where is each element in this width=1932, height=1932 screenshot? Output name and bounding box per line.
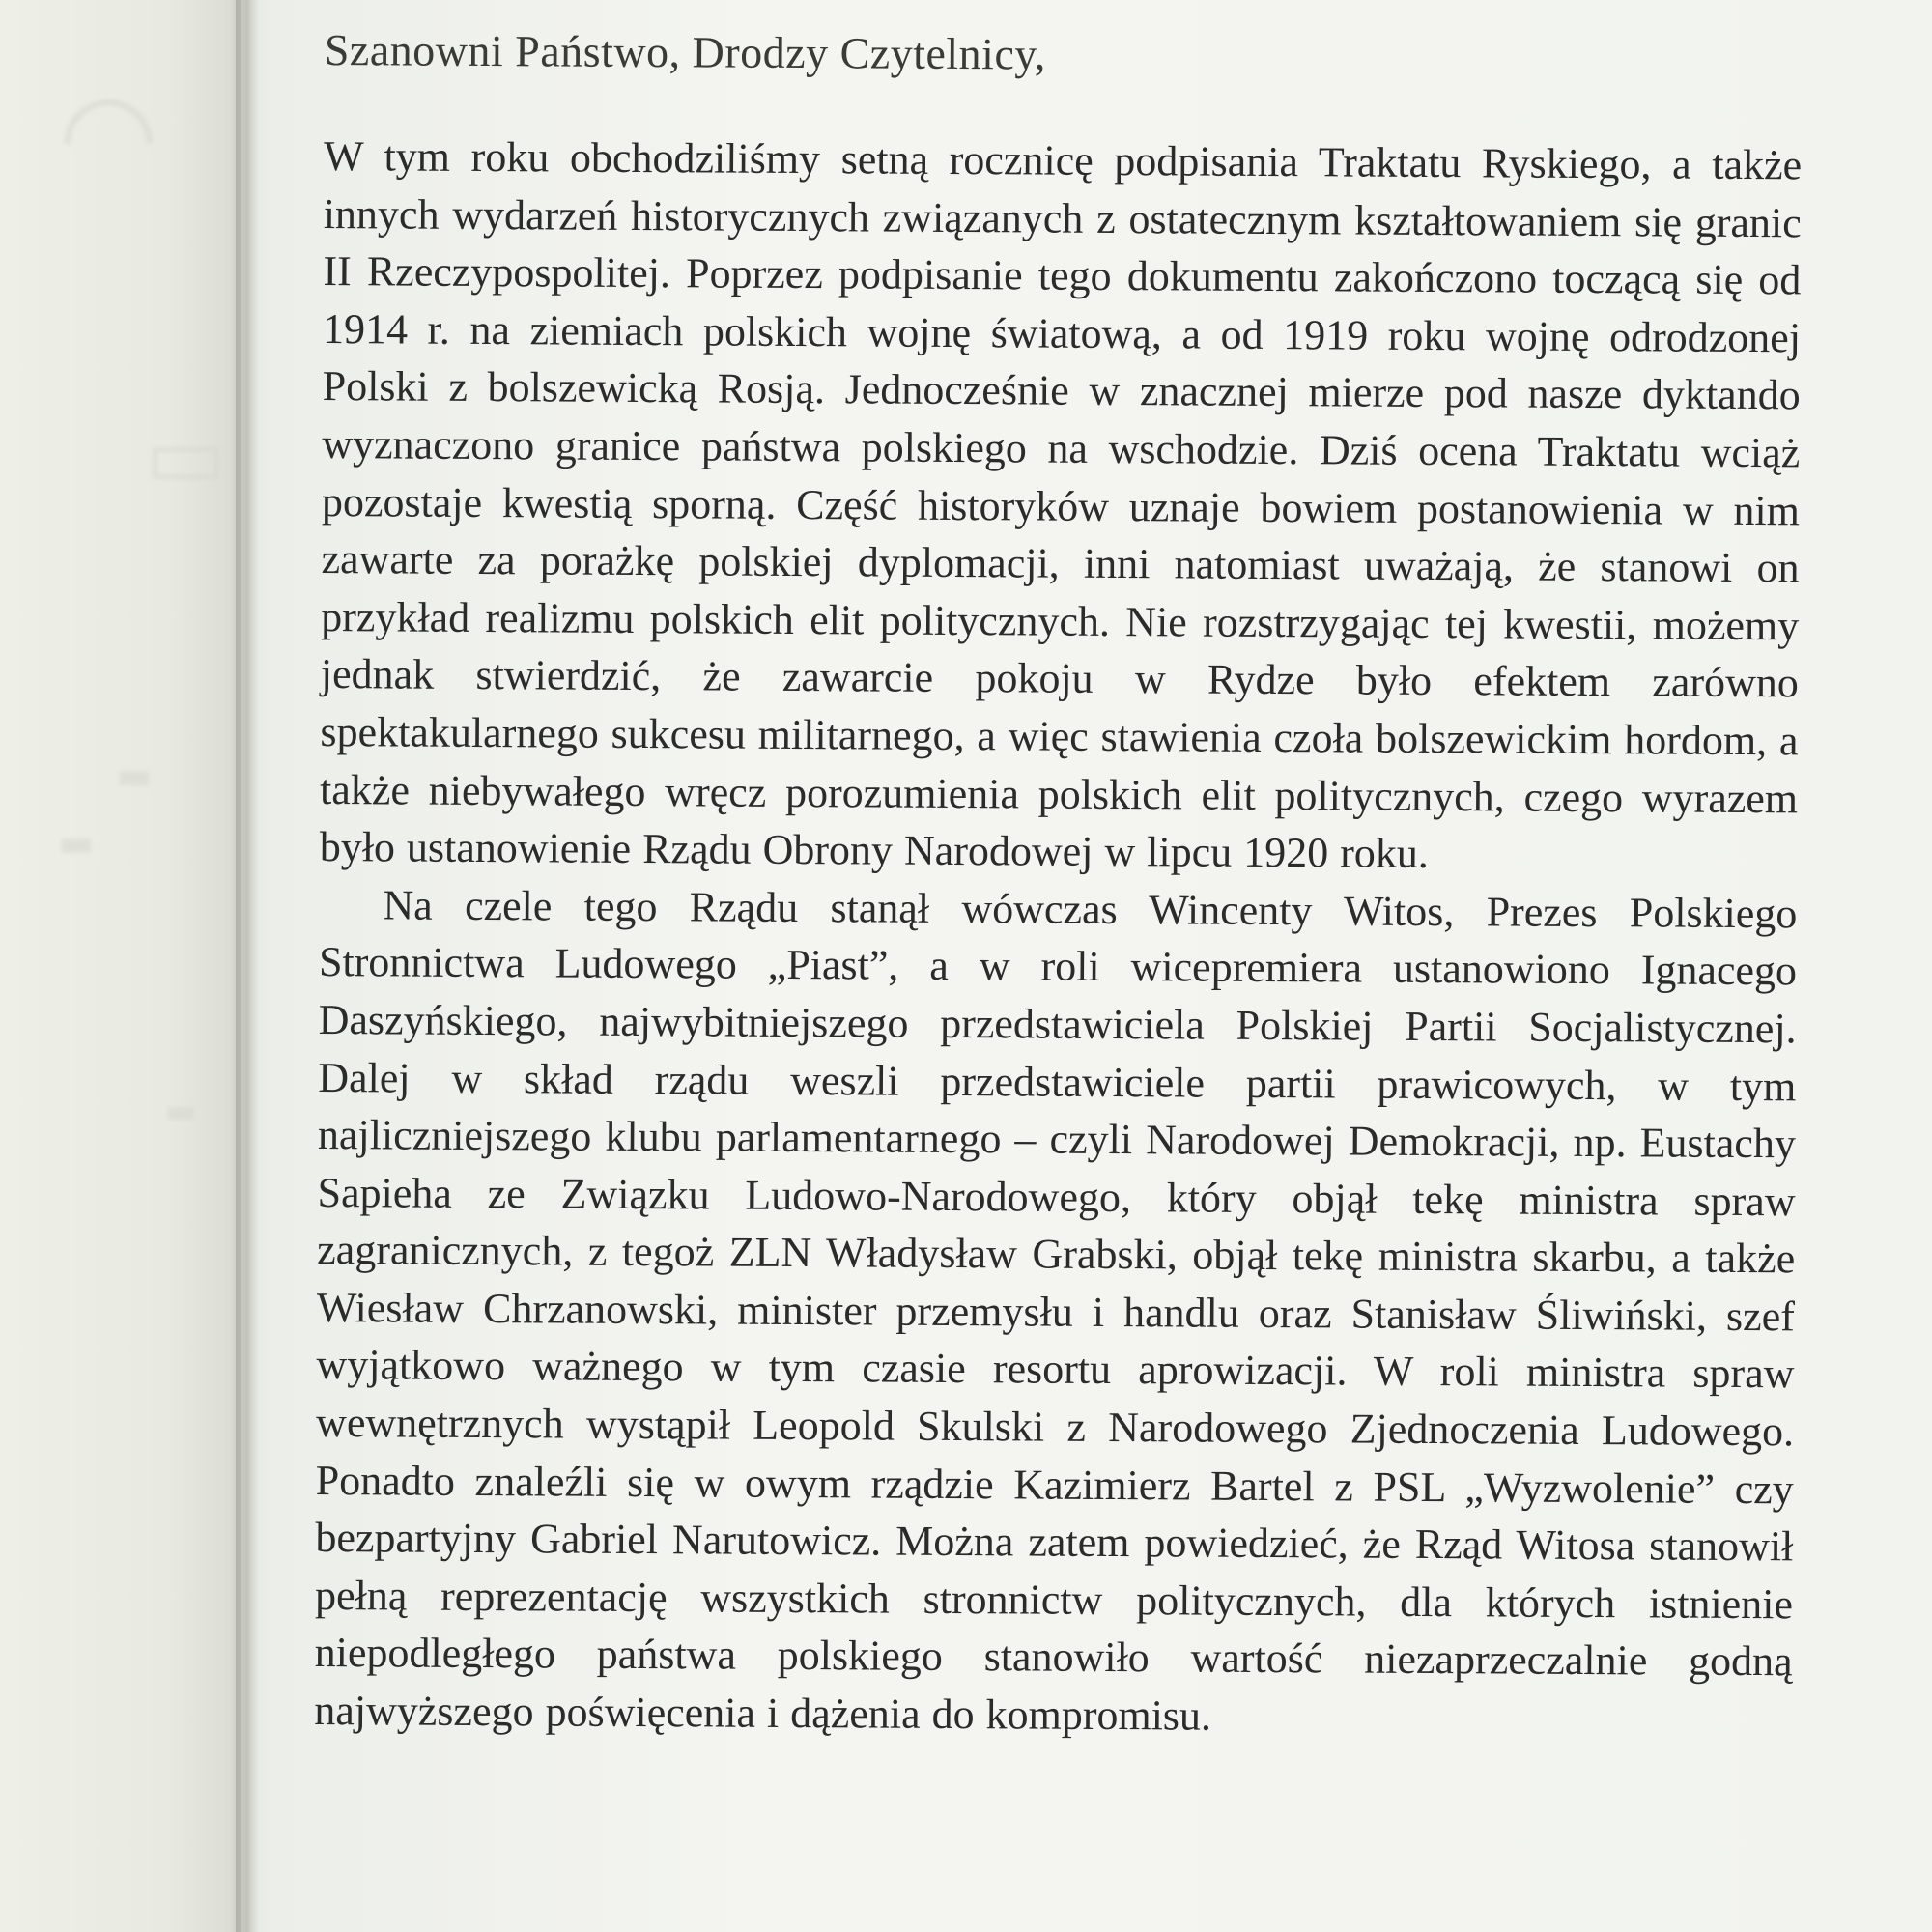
show-through-shape: ▭ — [145, 406, 228, 507]
show-through-shape: ▬ — [164, 1092, 198, 1131]
show-through-shape: ◠ — [58, 68, 159, 202]
salutation: Szanowni Państwo, Drodzy Czytelnicy, — [324, 24, 1047, 79]
paragraph-1: W tym roku obchodziliśmy setną rocznicę podpisania Traktatu Ryskiego, a także innych wydarzeń historycznych związanych z ostatecznym kształtowaniem się granic II Rzeczypospolitej. Poprzez podpisanie tego dokumentu zakończono toczącą się od 1914 r. na ziemiach polskich wojnę światową, a od 1919 roku wojnę odrodzonej Polski z bolszewicką Rosją. Jednocześnie w znacznej mierze pod nasze dyktando wyznaczono granice państwa polskiego na wschodzie. Dziś ocena Traktatu wciąż pozostaje kwestią sporną. Część historyków uznaje bowiem postanowienia w nim zawarte za porażkę polskiej dyplomacji, inni natomiast uważają, że stanowi on przykład realizmu polskich elit politycznych. Nie rozstrzygając tej kwestii, możemy jednak stwierdzić, że zawarcie pokoju w Rydze było efektem zarówno spektakularnego sukcesu militarnego, a więc stawienia czoła bolszewickim hordom, a także niebywałego wręcz porozumienia polskich elit politycznych, czego wyrazem było ustanowienie Rządu Obrony Narodowej w lipcu 1920 roku. — [319, 131, 1803, 878]
letter-body — [314, 21, 1932, 1750]
paragraph-2: Na czele tego Rządu stanął wówczas Wincenty Witos, Prezes Polskiego Stronnictwa Ludowego „Piast”, a w roli wicepremiera ustanowiono Ignacego Daszyńskiego, najwybitniejszego przedstawiciela Polskiej Partii Socjalistycznej. Dalej w skład rządu weszli przedstawiciele partii prawicowych, w tym najliczniejszego klubu parlamentarnego – czyli Narodowej Demokracji, np. Eustachy Sapieha ze Związku Ludowo-Narodowego, który objął tekę ministra spraw zagranicznych, z tegoż ZLN Władysław Grabski, objął tekę ministra skarbu, a także Wiesław Chrzanowski, minister przemysłu i handlu oraz Stanisław Śliwiński, szef wyjątkowo ważnego w tym czasie resortu aprowizacji. W roli ministra spraw wewnętrznych wystąpił Leopold Skulski z Narodowego Zjednoczenia Ludowego. Ponadto znaleźli się w owym rządzie Kazimierz Bartel z PSL „Wyzwolenie” czy bezpartyjny Gabriel Narutowicz. Można zatem powiedzieć, że Rząd Witosa stanowił pełną reprezentację wszystkich stronnictw politycznych, dla których istnienie niepodległego państwa polskiego stanowiło wartość niezaprzeczalnie godną najwyższego poświęcenia i dążenia do kompromisu. — [314, 881, 1798, 1740]
right-page — [247, 0, 1932, 1932]
show-through-shape: ▬ — [58, 821, 95, 866]
left-page — [0, 0, 242, 1932]
show-through-shape: ▬ — [116, 753, 153, 798]
